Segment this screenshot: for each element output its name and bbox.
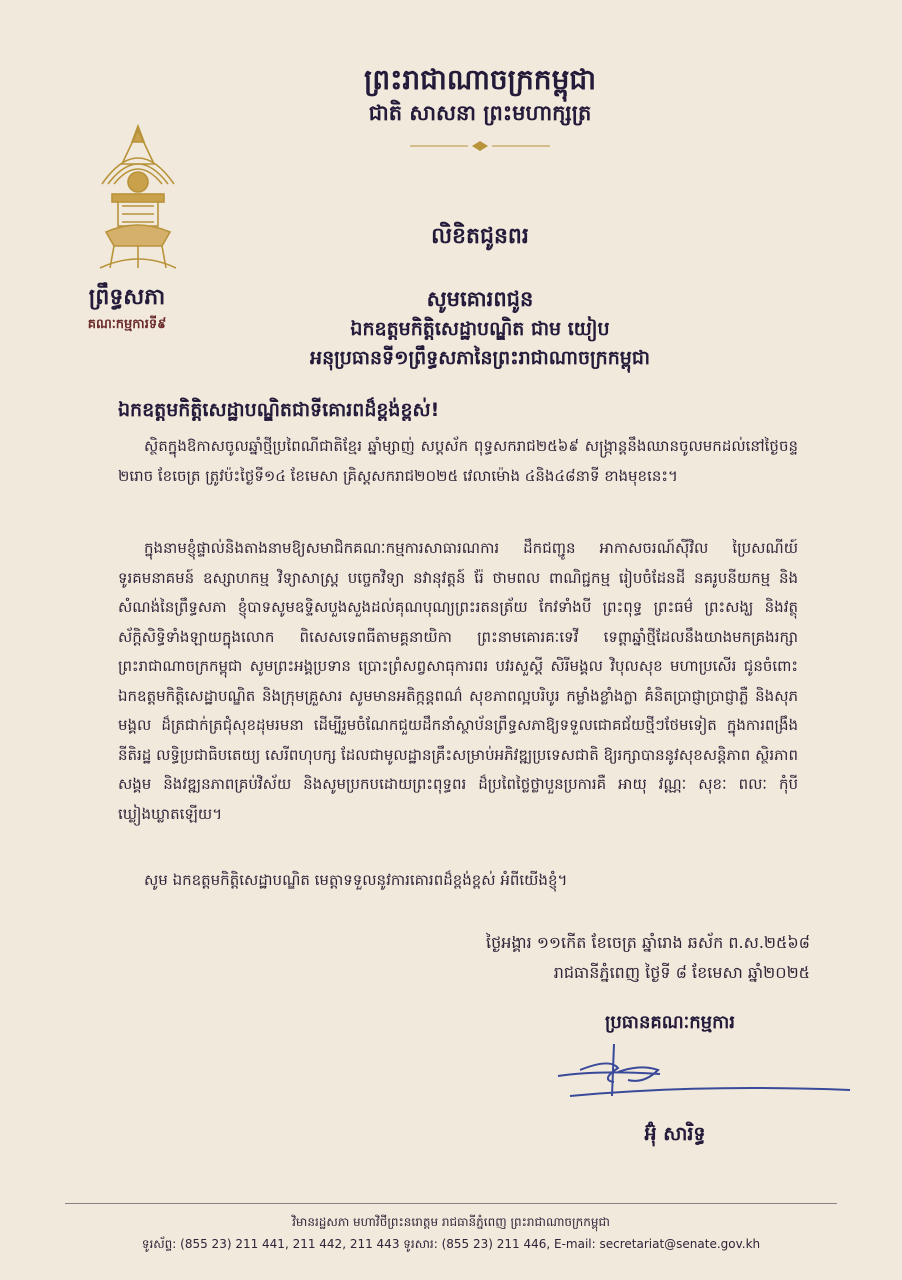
- national-motto: ជាតិ សាសនា ព្រះមហាក្សត្រ: [368, 101, 592, 125]
- org-name: ព្រឹទ្ធសភា: [88, 285, 166, 310]
- signature-icon: [540, 1040, 860, 1105]
- org-committee: គណៈកម្មការទី៩: [87, 317, 167, 332]
- footer-address: វិមានរដ្ឋសភា មហាវិថីព្រះនរោត្តម រាជធានីភ្នំពេញ ព្រះរាជាណាចក្រកម្ពុជា: [292, 1215, 610, 1229]
- footer-divider: [65, 1203, 837, 1204]
- divider-ornament-icon: [410, 140, 550, 152]
- addressee-greeting: សូមគោរពជូន: [426, 287, 534, 311]
- body-paragraph-1: ស្ថិតក្នុងឱកាសចូលឆ្នាំថ្មីប្រពៃណីជាតិខ្មែរ ឆ្នាំម្សាញ់ សប្តស័ក ពុទ្ធសករាជ២៥៦៩ សង្ក្រាន្តនឹងឈានចូលមកដល់នៅថ្ងៃចន្ទ ២រោច ខែចេត្រ ត្រូវប៉ះថ្ងៃទី១៤ ខែមេសា គ្រិស្តសករាជ២០២៥ វេលាម៉ោង ៤និង៤៨នាទី ខាងមុខនេះ។: [118, 437, 798, 485]
- addressee-position: អនុប្រធានទី១ព្រឹទ្ធសភានៃព្រះរាជាណាចក្រកម្ពុជា: [310, 347, 650, 369]
- body-paragraph-3: សូម ឯកឧត្តមកិត្តិសេដ្ឋាបណ្ឌិត មេត្តាទទួលនូវការគោរពដ៏ខ្ពង់ខ្ពស់ អំពីយើងខ្ញុំ។: [144, 871, 568, 889]
- body-paragraph-2: ក្នុងនាមខ្ញុំផ្ទាល់និងតាងនាមឱ្យសមាជិកគណៈកម្មការសាធារណការ ដឹកជញ្ជូន អាកាសចរណ៍ស៊ីវិល ប្រៃសណីយ៍ ទូរគមនាគមន៍ ឧស្សាហកម្ម វិទ្យាសាស្ត្រ បច្ចេកវិទ្យា នវានុវត្តន៍ រ៉ែ ថាមពល ពាណិជ្ជកម្ម រៀបចំដែនដី នគរូបនីយកម្ម និងសំណង់នៃព្រឹទ្ធសភា ខ្ញុំបាទសូមឧទ្ទិសបួងសួងដល់គុណបុណ្យព្រះរតនត្រ័យ កែវទាំងបី ព្រះពុទ្ធ ព្រះធម៌ ព្រះសង្ឃ និងវត្ថុស័ក្តិសិទ្ធិទាំងឡាយក្នុងលោក ពិសេសទេពធីតាមគ្គនាយិកា ព្រះនាមគោរគៈទេវី ទេព្តាឆ្នាំថ្មីដែលនឹងយាងមកគ្រងរក្សាព្រះរាជាណាចក្រកម្ពុជា សូមព្រះអង្គប្រទាន ប្រោះព្រំសព្វសាធុការពរ បវរសួស្តី សិរីមង្គល វិបុលសុខ មហាប្រសើរ ជូនចំពោះ ឯកឧត្តមកិត្តិសេដ្ឋាបណ្ឌិត និងក្រុមគ្រួសារ សូមមានអតិក្កន្តពណ៌ សុខភាពល្អបរិបូរ កម្លាំងខ្លាំងក្លា គំនិតប្រាជ្ញាប្រាជ្ញាភ្លឺ និងសុភមង្គល ដ៏ត្រជាក់ត្រជុំសុខដុមរមនា ដើម្បីរួមចំណែកជួយដឹកនាំស្ថាប័នព្រឹទ្ធសភាឱ្យទទួលជោគជ័យថ្មីៗថែមទៀត ក្នុងការពង្រឹងនីតិរដ្ឋ លទ្ធិប្រជាធិបតេយ្យ សេរីពហុបក្ស ដែលជាមូលដ្ឋានគ្រឹះសម្រាប់អភិវឌ្ឍប្រទេសជាតិ ឱ្យរក្សាបាននូវសុខសន្តិភាព ស្ថិរភាពសង្គម និងវឌ្ឍនភាពគ្រប់វិស័យ និងសូមប្រកបដោយព្រះពុទ្ធពរ ដ៏ប្រពៃថ្លៃថ្លាបួនប្រការគឺ អាយុ វណ្ណៈ សុខៈ ពលៈ កុំបីឃ្លៀងឃ្លាតឡើយ។: [118, 539, 798, 823]
- addressee-name: ឯកឧត្តមកិត្តិសេដ្ឋាបណ្ឌិត ជាម យៀប: [350, 318, 610, 340]
- document-type: លិខិតជូនពរ: [431, 224, 529, 249]
- footer-contact: ទូរស័ព្ទ: (855 23) 211 441, 211 442, 211 443 ទូរសារ: (855 23) 211 446, E-mail: secretariat@senate.gov.kh: [141, 1237, 761, 1251]
- salutation: ឯកឧត្តមកិត្តិសេដ្ឋាបណ្ឌិតជាទីគោរពដ៏ខ្ពង់ខ្ពស់!: [118, 399, 440, 421]
- lunar-date: ថ្ងៃអង្គារ ១១កើត ខែចេត្រ ឆ្នាំរោង ឆស័ក ព.ស.២៥៦៨: [486, 933, 810, 952]
- solar-date: រាជធានីភ្នំពេញ ថ្ងៃទី ៨ ខែមេសា ឆ្នាំ២០២៥: [553, 963, 810, 982]
- senate-emblem-icon: [92, 122, 184, 272]
- signer-name: អ៊ុំ សារិទ្ធ: [644, 1123, 706, 1145]
- signer-title: ប្រធានគណៈកម្មការ: [605, 1012, 735, 1033]
- kingdom-title: ព្រះរាជាណាចក្រកម្ពុជា: [363, 63, 596, 96]
